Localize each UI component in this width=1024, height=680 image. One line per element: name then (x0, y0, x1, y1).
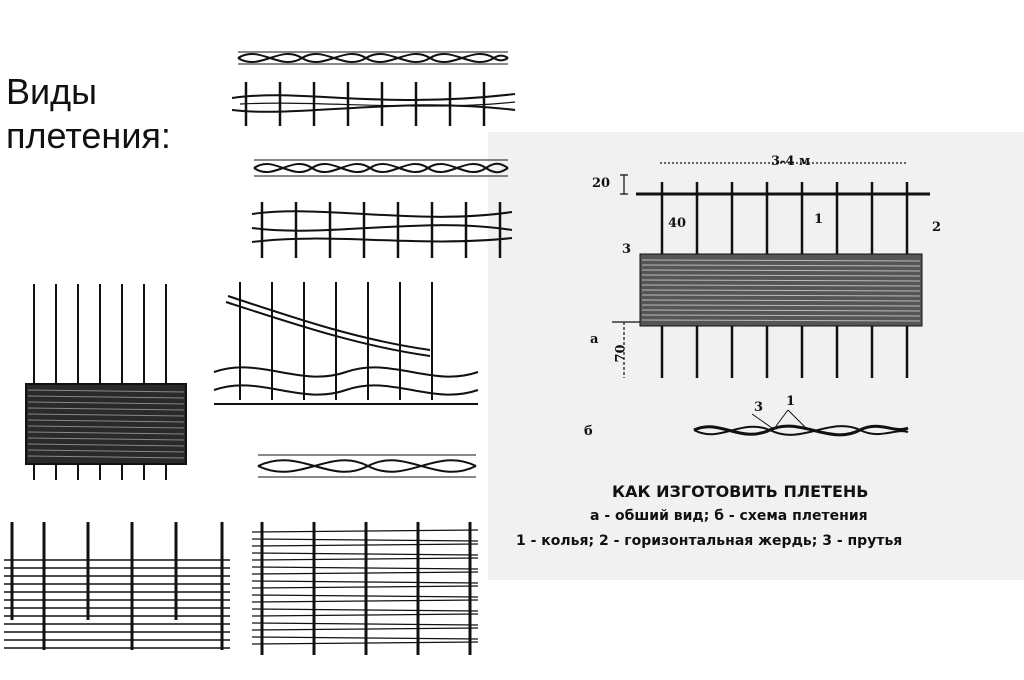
fence-marker-3: 3 (622, 242, 632, 257)
page-title-line1: Виды (6, 71, 98, 112)
weave-pattern-row-4 (252, 211, 512, 242)
fence-dim-20: 20 (592, 176, 611, 191)
weave-pattern-in-progress (214, 282, 478, 404)
caption-line2: 1 - колья; 2 - горизонтальная жердь; 3 - прутья (516, 533, 903, 549)
fence-diagram (612, 163, 930, 435)
weave-pattern-basket (252, 522, 478, 655)
scheme-marker-1: 1 (786, 394, 796, 409)
weave-pattern-rope-3 (254, 160, 508, 176)
scheme-marker-3: 3 (754, 400, 764, 415)
caption-line1: а - обший вид; б - схема плетения (590, 508, 868, 524)
page-title-line2: плетения: (6, 115, 171, 156)
fence-view-a: а (590, 332, 599, 347)
fence-dim-70: 70 (613, 344, 629, 363)
weave-pattern-row-2 (232, 94, 515, 112)
fence-view-b: б (584, 424, 593, 439)
weave-pattern-rope-1 (238, 52, 508, 64)
weave-pattern-dotted-rope (258, 455, 476, 477)
fence-width-label: 3-4 м (771, 154, 811, 169)
weave-pattern-slats (4, 522, 230, 650)
caption-heading: КАК ИЗГОТОВИТЬ ПЛЕТЕНЬ (612, 482, 869, 501)
fence-dim-40: 40 (668, 216, 687, 231)
weave-stakes-row-2 (246, 82, 484, 126)
fence-marker-2: 2 (932, 220, 942, 235)
weave-pattern-dense-panel (26, 284, 186, 480)
fence-marker-1: 1 (814, 212, 824, 227)
